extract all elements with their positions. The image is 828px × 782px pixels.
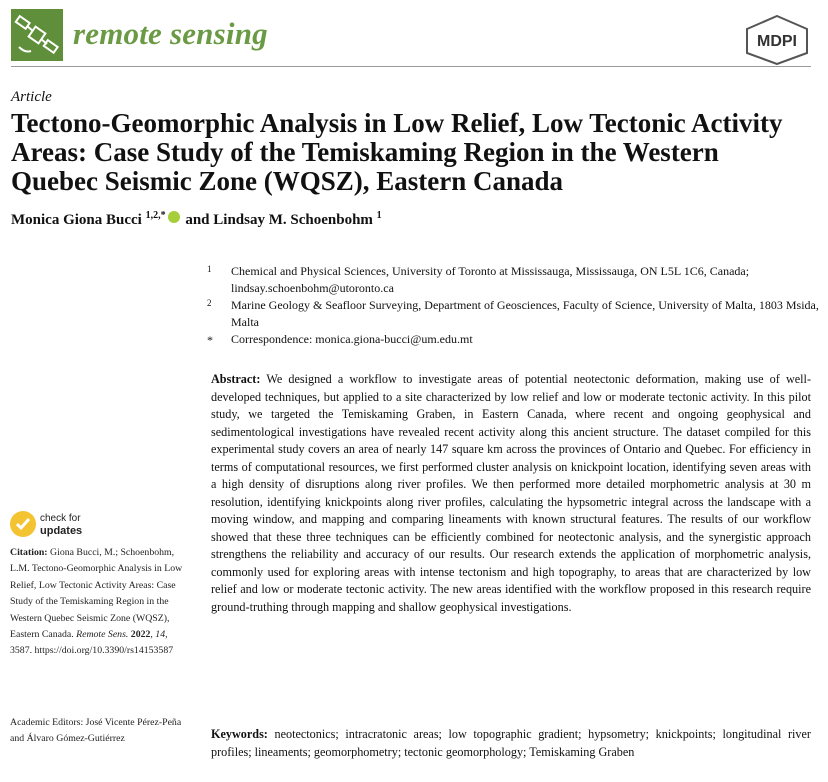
abstract-text: We designed a workflow to investigate areas of potential neotectonic deformation, making use of well-developed techniques, but applied to a site characterized by low relief and low or moderate tectonic activity. In this pilot study, we targeted the Temiskaming Graben, in Eastern Canada, where recent and ongoing geophysical and sedimentological investigations have revealed recent activity along this ancient structure. The dataset compiled for this experimental study covers an area of nearly 147 square km across the provinces of Ontario and Quebec. For efficiency in terms of computational resources, we first performed cluster analysis on knickpoint location, identifying seven areas with a high density of disruptions along river profiles. We then performed more detailed morphometric analysis at 30 m resolution, identifying knickpoints along river profiles, calculating the hypsometric integral across the landscape with a moving window, and mapping and comparing lineaments with known structural features. The results of our workflow showed that these three techniques can be efficiently combined for neotectonic analysis, and the synergistic approach strengthens the reliability and accuracy of our results. Our research extends the application of morphometric analysis, commonly used for exploring areas with intense tectonism and high topography, to areas that are characterized by low relief and low or moderate tectonic activity. The new areas identified with the workflow proposed in this research require ground-truthing through mapping and shallow geophysical investigations. [211,372,811,614]
author-list [11,210,382,229]
academic-editors [10,715,192,748]
header-divider [11,66,811,67]
check-for-updates-button[interactable] [10,511,120,539]
author-name[interactable]: Lindsay M. Schoenbohm [213,212,373,228]
affiliation-number: 1 [207,264,212,274]
citation-label: Citation: [10,547,48,558]
citation-year: 2022 [130,629,151,641]
check-for-updates-line2: updates [40,525,83,537]
affiliation-text: Correspondence: monica.giona-bucci@um.edu.mt [231,332,473,346]
editors-label: Academic Editors: [10,717,84,728]
author-joiner: and [185,212,210,228]
citation-journal: Remote Sens. [76,629,129,641]
journal-name: remote sensing [73,16,268,51]
author-superscript: 1 [376,210,382,221]
orcid-icon[interactable] [168,211,180,223]
keywords [211,726,811,761]
mdpi-logo-text: MDPI [757,33,797,50]
citation-volume: 14 [155,629,166,641]
journal-header [11,9,811,65]
affiliation-text: Marine Geology & Seafloor Surveying, Department of Geosciences, Faculty of Science, University of Malta, 1803 Msida, Malta [231,298,819,329]
article-type: Article [11,89,52,105]
affiliation-number: * [207,333,213,347]
affiliation-number: 2 [207,298,212,308]
citation-authors: Giona Bucci, M.; Schoenbohm, L.M. [10,547,175,575]
abstract-label: Abstract: [211,372,261,386]
citation-title: Tectono-Geomorphic Analysis in Low Relief, Low Tectonic Activity Areas: Case Study of the Temiskaming Region in the Western Quebec Seismic Zone (WQSZ), Eastern Canada. [10,563,183,641]
citation-doi-link[interactable]: https://doi.org/10.3390/rs14153587 [34,645,174,657]
author-superscript: 1,2,* [145,210,166,221]
mdpi-logo [745,15,809,65]
citation-block: Citation: Giona Bucci, M.; Schoenbohm, L.M. Tectono-Geomorphic Analysis in Low Relief, Low Tectonic Activity Areas: Case Study of the Temiskaming Region in the Western Quebec Seismic Zone (WQSZ), Eastern Canada. Remote Sens. 2022, 14, 3587. https://doi.org/10.3390/rs14153587 [10,547,183,657]
check-mark-icon [10,511,36,537]
satellite-icon [11,9,63,61]
page-title: Tectono-Geomorphic Analysis in Low Relief, Low Tectonic Activity Areas: Case Study of the Temiskaming Region in the Western Quebec Seismic Zone (WQSZ), Eastern Canada [11,108,783,196]
affiliation-text: Chemical and Physical Sciences, University of Toronto at Mississauga, Mississauga, ON L5L 1C6, Canada; lindsay.schoenbohm@utoronto.ca [231,264,750,295]
editors-names: José Vicente Pérez-Peña and Álvaro Gómez-Gutiérrez [10,717,182,745]
author-name[interactable]: Monica Giona Bucci [11,212,142,228]
keywords-text: neotectonics; intracratonic areas; low topographic gradient; hypsometry; knickpoints; longitudinal river profiles; lineaments; geomorphometry; tectonic geomorphology; Temiskaming Graben [211,727,811,759]
keywords-label: Keywords: [211,727,268,741]
citation-article-number: 3587. [10,645,33,657]
abstract [211,371,811,616]
check-for-updates-line1: check for [40,513,81,524]
